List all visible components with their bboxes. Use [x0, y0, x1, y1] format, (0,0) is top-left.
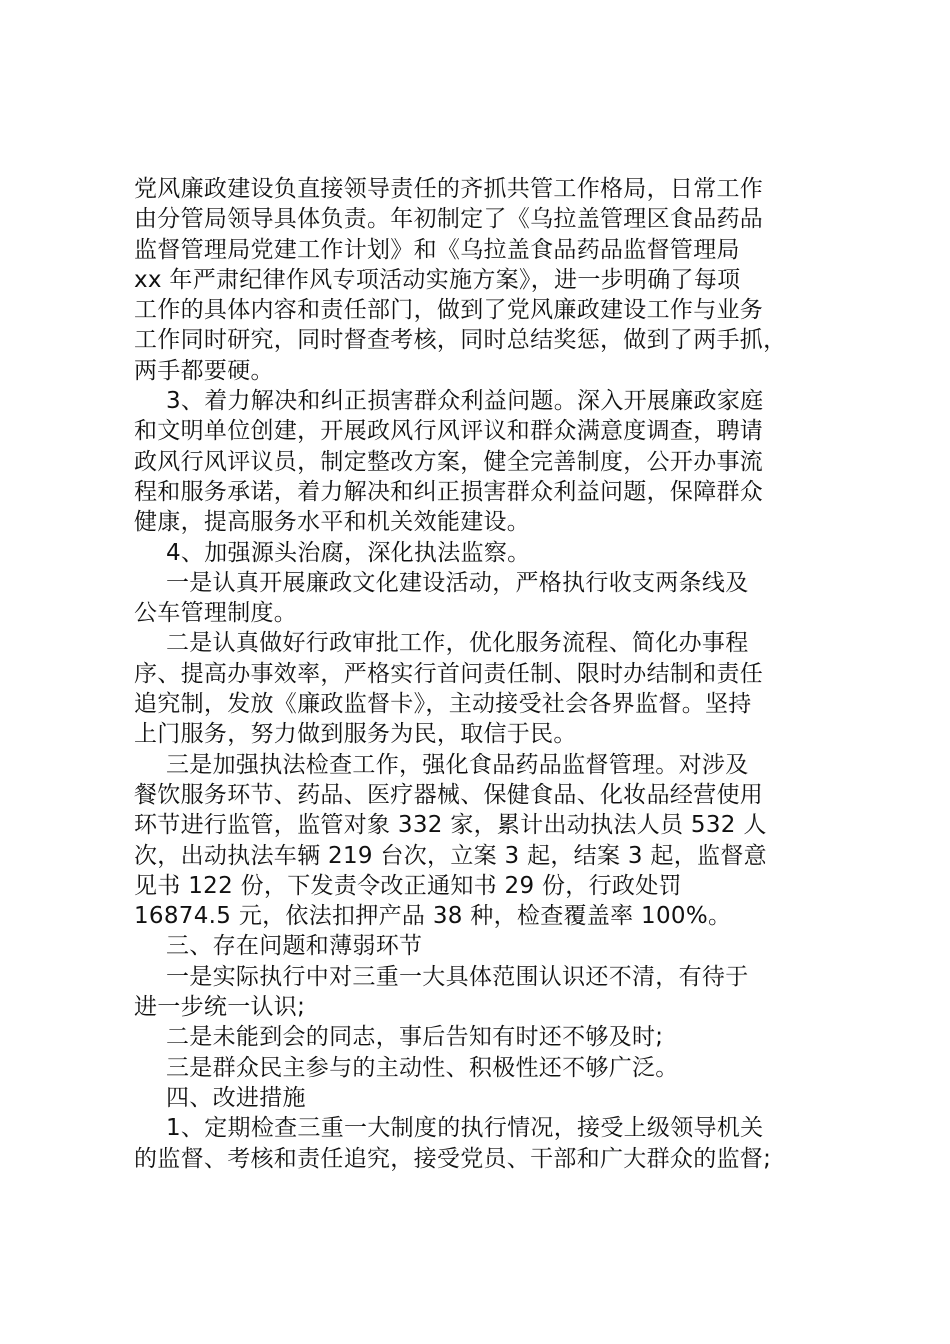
- text-line: 三是加强执法检查工作，强化食品药品监督管理。对涉及: [166, 751, 749, 778]
- text-line: 四、改进措施: [166, 1084, 306, 1111]
- text-line: 政风行风评议员，制定整改方案，健全完善制度，公开办事流: [134, 448, 764, 475]
- text-line: 三、存在问题和薄弱环节: [166, 933, 423, 960]
- text-line: 健康，提高服务水平和机关效能建设。: [134, 509, 531, 536]
- paragraph-item-4: [134, 538, 846, 568]
- text-line: 一是实际执行中对三重一大具体范围认识还不清，有待于: [166, 963, 749, 990]
- paragraph-problem-2: [134, 1022, 846, 1052]
- paragraph-first-point: [134, 568, 846, 629]
- text-line: 程和服务承诺，着力解决和纠正损害群众利益问题，保障群众: [134, 478, 764, 505]
- document-body: [134, 174, 846, 1174]
- paragraph-measure-1: [134, 1113, 846, 1174]
- section-heading-measures: [134, 1083, 846, 1113]
- paragraph-second-point: [134, 628, 846, 749]
- paragraph-responsibility: [134, 174, 846, 386]
- text-line: 和文明单位创建，开展政风行风评议和群众满意度调查，聘请: [134, 418, 764, 445]
- text-line: 二是未能到会的同志，事后告知有时还不够及时;: [166, 1024, 664, 1051]
- text-line: 4、加强源头治腐，深化执法监察。: [166, 539, 531, 566]
- text-line: 见书 122 份，下发责令改正通知书 29 份，行政处罚: [134, 872, 682, 899]
- text-line: 工作的具体内容和责任部门，做到了党风廉政建设工作与业务: [134, 297, 764, 324]
- paragraph-item-3: [134, 386, 846, 537]
- text-line: 3、着力解决和纠正损害群众利益问题。深入开展廉政家庭: [166, 388, 764, 415]
- text-line: 党风廉政建设负直接领导责任的齐抓共管工作格局，日常工作: [134, 176, 764, 202]
- paragraph-problem-3: [134, 1053, 846, 1083]
- text-line: 二是认真做好行政审批工作，优化服务流程、简化办事程: [166, 630, 749, 657]
- paragraph-problem-1: [134, 962, 846, 1023]
- text-line: 两手都要硬。: [134, 357, 274, 384]
- text-line: 1、定期检查三重一大制度的执行情况，接受上级领导机关: [166, 1115, 764, 1142]
- text-line: 监督管理局党建工作计划》和《乌拉盖食品药品监督管理局: [134, 236, 740, 263]
- paragraph-third-point: [134, 750, 846, 932]
- text-line: 三是群众民主参与的主动性、积极性还不够广泛。: [166, 1054, 679, 1081]
- text-line: 16874.5 元，依法扣押产品 38 种，检查覆盖率 100%。: [134, 903, 732, 930]
- text-line: 的监督、考核和责任追究，接受党员、干部和广大群众的监督;: [134, 1145, 772, 1172]
- text-line: 工作同时研究，同时督查考核，同时总结奖惩，做到了两手抓，: [134, 327, 787, 354]
- text-line: 进一步统一认识;: [134, 994, 306, 1021]
- text-line: 公车管理制度。: [134, 600, 298, 627]
- text-line: 环节进行监管，监管对象 332 家，累计出动执法人员 532 人: [134, 812, 767, 839]
- section-heading-problems: [134, 931, 846, 961]
- text-line: 餐饮服务环节、药品、医疗器械、保健食品、化妆品经营使用: [134, 781, 764, 808]
- text-line: 次，出动执法车辆 219 台次，立案 3 起，结案 3 起，监督意: [134, 842, 767, 869]
- text-line: 序、提高办事效率，严格实行首问责任制、限时办结制和责任: [134, 660, 764, 687]
- text-line: 追究制，发放《廉政监督卡》，主动接受社会各界监督。坚持: [134, 691, 752, 718]
- text-line: 由分管局领导具体负责。年初制定了《乌拉盖管理区食品药品: [134, 206, 764, 233]
- text-line: xx 年严肃纪律作风专项活动实施方案》，进一步明确了每项: [134, 266, 741, 293]
- text-line: 上门服务，努力做到服务为民，取信于民。: [134, 721, 577, 748]
- text-line: 一是认真开展廉政文化建设活动，严格执行收支两条线及: [166, 569, 749, 596]
